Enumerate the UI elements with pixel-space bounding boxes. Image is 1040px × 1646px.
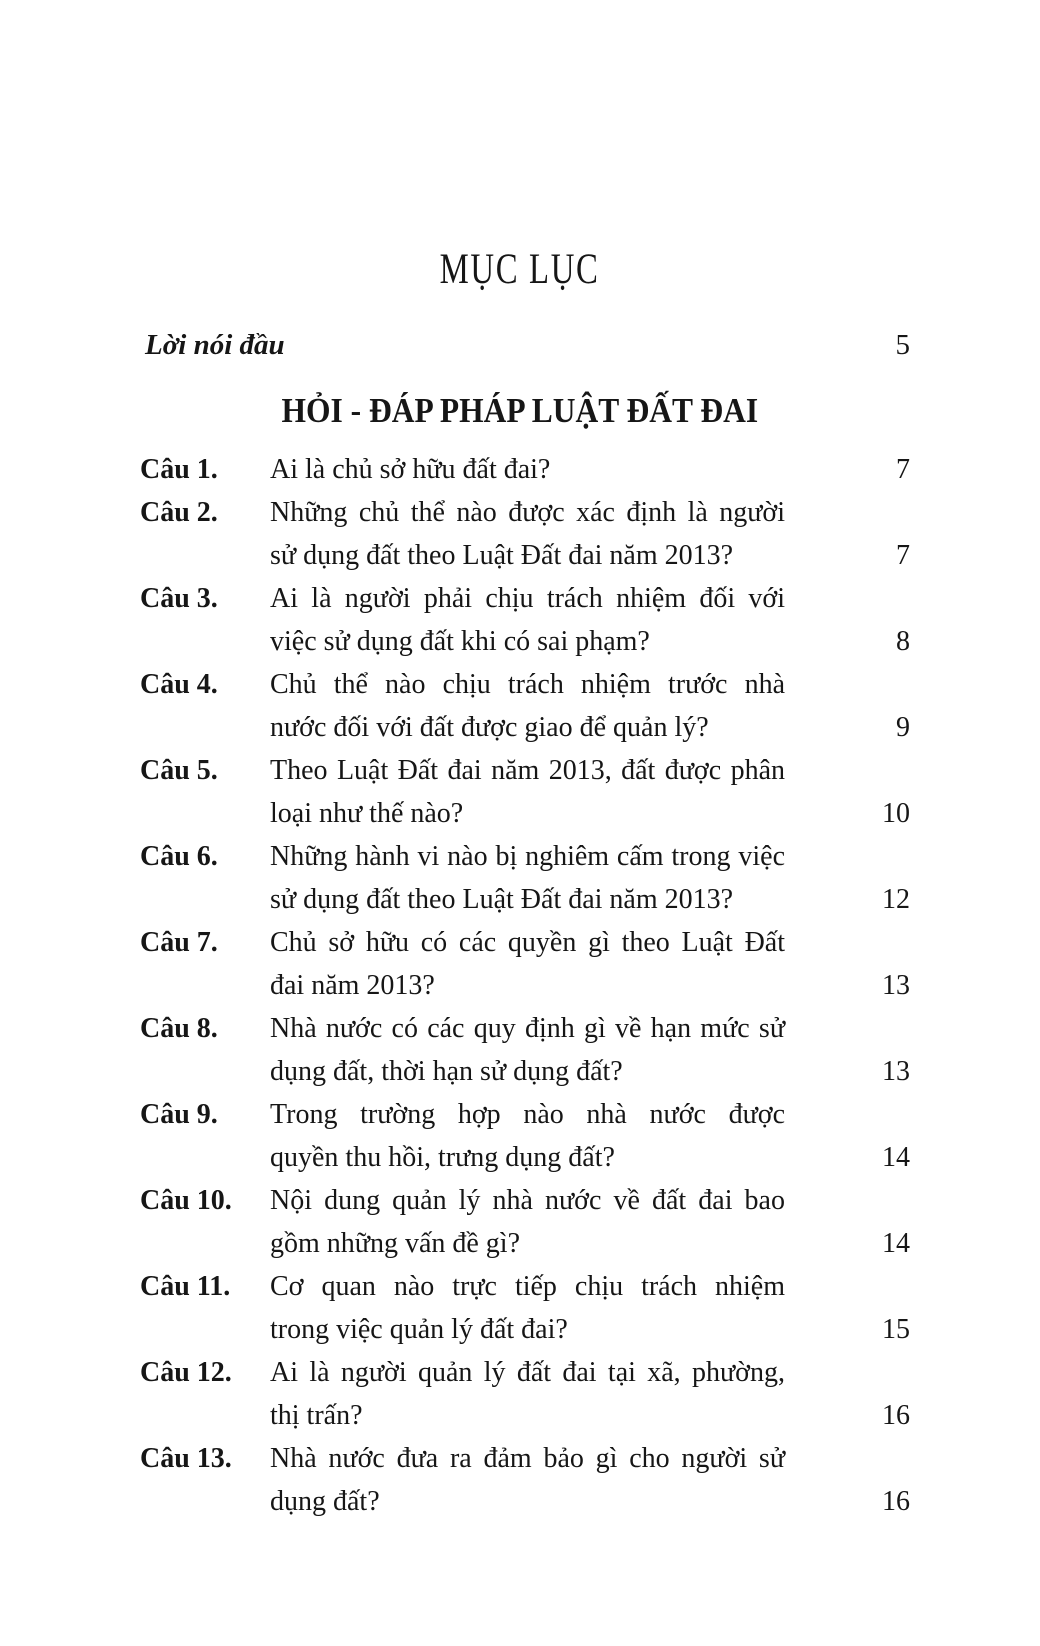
toc-entry-page-number: 14 — [882, 1142, 910, 1173]
toc-entry-line: đai năm 2013? — [270, 970, 435, 1001]
toc-entry — [140, 1007, 910, 1093]
toc-entry — [140, 835, 910, 921]
toc-entry-label: Câu 13. — [140, 1443, 232, 1474]
toc-entry-text — [270, 1437, 785, 1523]
toc-entry-line: nước đối với đất được giao để quản lý? — [270, 712, 709, 743]
toc-entry-page-number: 9 — [896, 712, 910, 743]
toc-entry-line: Nội dung quản lý nhà nước về đất đai bao — [270, 1185, 785, 1216]
toc-entry-label: Câu 2. — [140, 497, 218, 528]
page-title-row — [0, 0, 1040, 292]
toc-entry-page-number: 12 — [882, 884, 910, 915]
toc-entry-text — [270, 749, 785, 835]
toc-entry-label: Câu 12. — [140, 1357, 232, 1388]
toc-entry-page-number: 13 — [882, 1056, 910, 1087]
toc-entry-line: thị trấn? — [270, 1400, 363, 1431]
toc-entry-text — [270, 491, 785, 577]
toc-entry — [140, 749, 910, 835]
toc-entry-page-number: 15 — [882, 1314, 910, 1345]
toc-entry-text — [270, 577, 785, 663]
toc-entry-line: trong việc quản lý đất đai? — [270, 1314, 568, 1345]
toc-entry — [140, 491, 910, 577]
toc-entry-line: Theo Luật Đất đai năm 2013, đất được phân — [270, 755, 785, 786]
toc-entry-line: loại như thế nào? — [270, 798, 464, 829]
toc-entry-line: gồm những vấn đề gì? — [270, 1228, 521, 1259]
toc-entry-text — [270, 663, 785, 749]
toc-entry-label: Câu 9. — [140, 1099, 218, 1130]
toc-entry-page-number: 14 — [882, 1228, 910, 1259]
toc-entry — [140, 663, 910, 749]
toc-entry-line: Nhà nước đưa ra đảm bảo gì cho người sử — [270, 1443, 785, 1474]
preface-row — [0, 324, 1040, 366]
toc-entry-label: Câu 3. — [140, 583, 218, 614]
toc-entry-text — [270, 921, 785, 1007]
toc-entry-page-number: 16 — [882, 1400, 910, 1431]
section-heading-row — [0, 390, 1040, 432]
toc-entry-line: Những hành vi nào bị nghiêm cấm trong việc — [270, 841, 785, 872]
toc-entry-line: dụng đất? — [270, 1486, 380, 1517]
preface-page-number: 5 — [895, 329, 910, 361]
toc-entry — [140, 1093, 910, 1179]
toc-entry-line: Ai là người quản lý đất đai tại xã, phường, — [270, 1357, 785, 1388]
toc-entry-line: quyền thu hồi, trưng dụng đất? — [270, 1142, 615, 1173]
toc-entry-line: việc sử dụng đất khi có sai phạm? — [270, 626, 650, 657]
toc-entry-page-number: 7 — [896, 454, 910, 485]
toc-entry-line: Trong trường hợp nào nhà nước được — [270, 1099, 785, 1130]
toc-entry — [140, 1179, 910, 1265]
toc-entry-text — [270, 1007, 785, 1093]
toc-entry-page-number: 13 — [882, 970, 910, 1001]
toc-entry-line: Ai là chủ sở hữu đất đai? — [270, 454, 551, 485]
toc-entry-text — [270, 448, 785, 491]
toc-entry-line: Chủ thể nào chịu trách nhiệm trước nhà — [270, 669, 785, 700]
preface-label: Lời nói đầu — [145, 329, 285, 361]
toc-entry-line: sử dụng đất theo Luật Đất đai năm 2013? — [270, 540, 734, 571]
toc-entry-page-number: 10 — [882, 798, 910, 829]
toc-entry-label: Câu 10. — [140, 1185, 232, 1216]
toc-entry-label: Câu 4. — [140, 669, 218, 700]
toc-entry-label: Câu 11. — [140, 1271, 231, 1302]
toc-entry-text — [270, 1351, 785, 1437]
toc-entry-line: dụng đất, thời hạn sử dụng đất? — [270, 1056, 623, 1087]
toc-entry-text — [270, 1265, 785, 1351]
toc-entry-label: Câu 5. — [140, 755, 218, 786]
toc-entry-line: Những chủ thể nào được xác định là người — [270, 497, 785, 528]
page-title: MỤC LỤC — [439, 244, 600, 293]
toc-entry-text — [270, 835, 785, 921]
toc-entry-label: Câu 7. — [140, 927, 218, 958]
toc-entry — [140, 448, 910, 491]
section-heading: HỎI - ĐÁP PHÁP LUẬT ĐẤT ĐAI — [281, 391, 759, 430]
toc-entry-page-number: 7 — [896, 540, 910, 571]
toc-entry-line: Nhà nước có các quy định gì về hạn mức sử — [270, 1013, 785, 1044]
toc-entry-line: sử dụng đất theo Luật Đất đai năm 2013? — [270, 884, 734, 915]
toc-entries — [140, 448, 910, 1523]
toc-entry-text — [270, 1093, 785, 1179]
toc-entry — [140, 1437, 910, 1523]
toc-entry-label: Câu 8. — [140, 1013, 218, 1044]
toc-entry — [140, 921, 910, 1007]
toc-entry-line: Cơ quan nào trực tiếp chịu trách nhiệm — [270, 1271, 785, 1302]
toc-entry — [140, 577, 910, 663]
toc-entry-line: Chủ sở hữu có các quyền gì theo Luật Đất — [270, 927, 785, 958]
toc-entry — [140, 1265, 910, 1351]
toc-entry-page-number: 16 — [882, 1486, 910, 1517]
toc-entry-page-number: 8 — [896, 626, 910, 657]
toc-entry-label: Câu 6. — [140, 841, 218, 872]
toc-entry-line: Ai là người phải chịu trách nhiệm đối với — [270, 583, 785, 614]
toc-entry-label: Câu 1. — [140, 454, 218, 485]
toc-entry — [140, 1351, 910, 1437]
toc-entry-text — [270, 1179, 785, 1265]
